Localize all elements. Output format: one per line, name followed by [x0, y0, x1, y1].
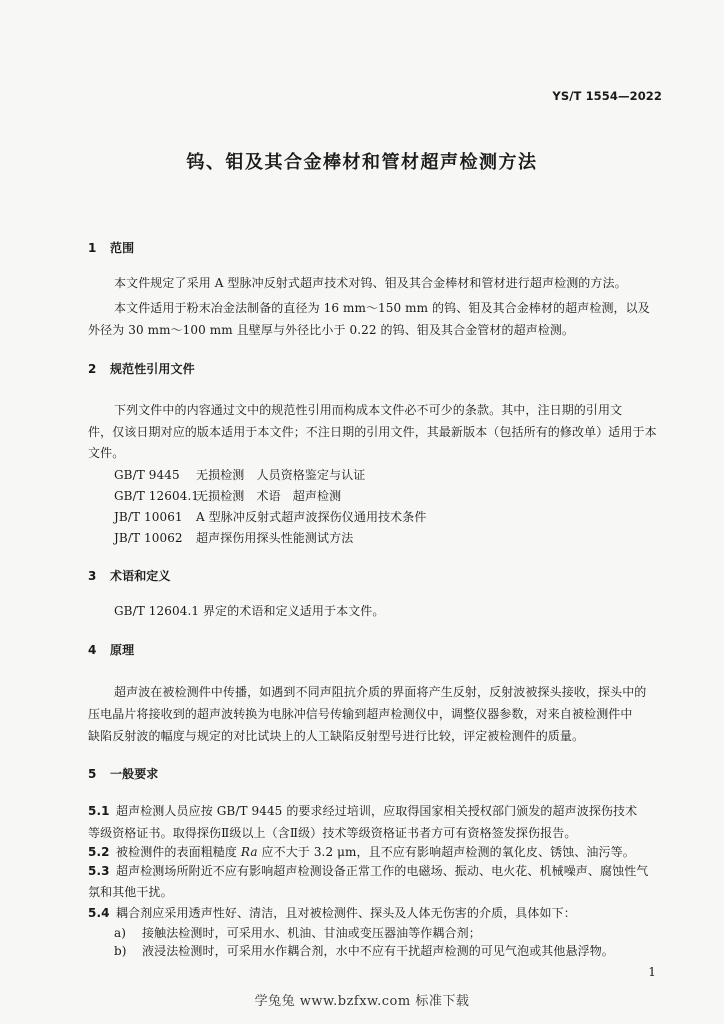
section-title: 一般要求: [110, 767, 159, 781]
section-title: 术语和定义: [110, 569, 171, 583]
reference-code: JB/T 10062: [114, 531, 183, 545]
clause-number: 5.2: [88, 845, 110, 859]
clause-number: 5.3: [88, 864, 110, 878]
clause-number: 5.4: [88, 906, 110, 920]
reference-title: 无损检测 术语 超声检测: [196, 489, 342, 503]
paragraph: 下列文件中的内容通过文中的规范性引用而构成本文件必不可少的条款。其中，注日期的引用文: [114, 403, 623, 417]
page-title: 钨、钼及其合金棒材和管材超声检测方法: [186, 152, 538, 173]
reference-item: [114, 486, 341, 506]
paragraph: 件，仅该日期对应的版本适用于本文件；不注日期的引用文件，其最新版本（包括所有的修改单）适用于本: [88, 425, 657, 439]
paragraph: 文件。: [88, 446, 125, 460]
clause-5-2: [88, 842, 635, 862]
section-number: 1: [88, 241, 97, 255]
section-5-heading: [88, 764, 158, 784]
list-item: [114, 941, 614, 961]
clause-text: 应不大于 3.2 μm，且不应有影响超声检测的氧化皮、锈蚀、油污等。: [257, 845, 635, 859]
list-marker: a): [114, 926, 127, 940]
clause-text: 超声检测人员应按 GB/T 9445 的要求经过培训，应取得国家相关授权部门颁发的超声波探伤技术: [116, 804, 638, 818]
list-item: [114, 923, 481, 943]
reference-code: GB/T 12604.1: [114, 489, 200, 503]
paragraph: 等级资格证书。取得探伤Ⅱ级以上（含Ⅱ级）技术等级资格证书者方可有资格签发探伤报告。: [88, 826, 577, 840]
paragraph: 缺陷反射波的幅度与规定的对比试块上的人工缺陷反射型号进行比较，评定被检测件的质量。: [88, 729, 585, 743]
section-number: 2: [88, 362, 97, 376]
reference-title: A 型脉冲反射式超声波探伤仪通用技术条件: [196, 510, 427, 524]
reference-title: 超声探伤用探头性能测试方法: [196, 531, 354, 545]
clause-text: 耦合剂应采用透声性好、清洁，且对被检测件、探头及人体无伤害的介质，具体如下：: [116, 906, 576, 920]
paragraph: 本文件适用于粉末冶金法制备的直径为 16 mm～150 mm 的钨、钼及其合金棒材的超声检测，以及: [114, 301, 650, 315]
clause-text: 超声检测场所附近不应有影响超声检测设备正常工作的电磁场、振动、电火花、机械噪声、腐蚀性气: [116, 864, 649, 878]
list-text: 液浸法检测时，可采用水作耦合剂，水中不应有干扰超声检测的可见气泡或其他悬浮物。: [142, 944, 614, 958]
paragraph: 外径为 30 mm～100 mm 且壁厚与外径比小于 0.22 的钨、钼及其合金管材的超声检测。: [88, 323, 575, 337]
page-number: 1: [648, 965, 656, 979]
section-title: 原理: [110, 643, 135, 657]
paragraph: 本文件规定了采用 A 型脉冲反射式超声技术对钨、钼及其合金棒材和管材进行超声检测的方法。: [114, 276, 627, 290]
reference-item: [114, 528, 353, 548]
section-2-heading: [88, 359, 195, 379]
roughness-symbol: Ra: [240, 845, 258, 859]
clause-number: 5.1: [88, 804, 110, 818]
clause-text: 被检测件的表面粗糙度: [116, 845, 241, 859]
clause-5-3: [88, 861, 648, 881]
section-3-heading: [88, 566, 171, 586]
document-code: YS/T 1554—2022: [552, 89, 662, 103]
section-number: 3: [88, 569, 97, 583]
section-number: 4: [88, 643, 97, 657]
reference-item: [114, 465, 365, 485]
list-marker: b): [114, 944, 127, 958]
paragraph: 氛和其他干扰。: [88, 885, 173, 899]
reference-code: JB/T 10061: [114, 510, 183, 524]
clause-5-4: [88, 903, 576, 923]
section-1-heading: [88, 238, 134, 258]
reference-title: 无损检测 人员资格鉴定与认证: [196, 468, 366, 482]
section-4-heading: [88, 640, 134, 660]
section-title: 范围: [110, 241, 135, 255]
footer-watermark: 学兔兔 www.bzfxw.com 标准下载: [254, 994, 470, 1009]
section-title: 规范性引用文件: [110, 362, 195, 376]
list-text: 接触法检测时，可采用水、机油、甘油或变压器油等作耦合剂；: [142, 926, 481, 940]
section-number: 5: [88, 767, 97, 781]
clause-5-1: [88, 801, 637, 821]
reference-code: GB/T 9445: [114, 468, 180, 482]
paragraph: 压电晶片将接收到的超声波转换为电脉冲信号传输到超声检测仪中，调整仪器参数，对来自被检测件中: [88, 707, 633, 721]
reference-item: [114, 507, 426, 527]
paragraph: GB/T 12604.1 界定的术语和定义适用于本文件。: [114, 604, 385, 618]
paragraph: 超声波在被检测件中传播，如遇到不同声阻抗介质的界面将产生反射，反射波被探头接收，探头中的: [114, 685, 647, 699]
